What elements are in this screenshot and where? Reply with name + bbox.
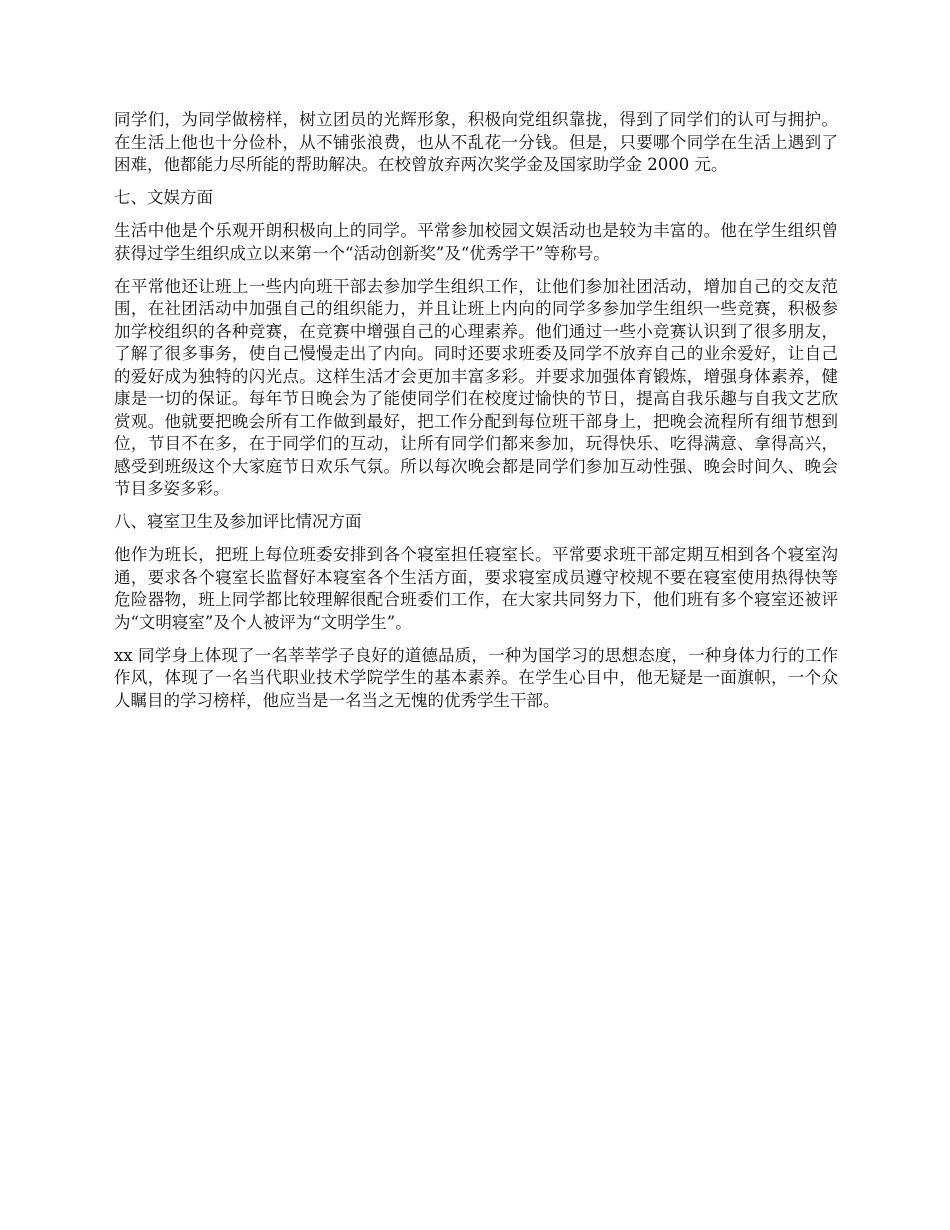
section-heading-dormitory: 八、寝室卫生及参加评比情况方面 <box>114 512 362 531</box>
section-heading-entertainment: 七、文娱方面 <box>114 188 213 207</box>
paragraph-conclusion: xx 同学身上体现了一名莘莘学子良好的道德品质，一种为国学习的思想态度，一种身体力行的工作作风，体现了一名当代职业技术学院学生的基本素养。在学生心目中，他无疑是一面旗帜，一个众人瞩目的学习榜样，他应当是一名当之无愧的优秀学生干部。 <box>114 645 838 710</box>
paragraph-entertainment-intro: 生活中他是个乐观开朗积极向上的同学。平常参加校园文娱活动也是较为丰富的。他在学生组织曾获得过学生组织成立以来第一个“活动创新奖”及“优秀学干”等称号。 <box>114 221 838 263</box>
paragraph-scholarship: 同学们，为同学做榜样，树立团员的光辉形象，积极向党组织靠拢，得到了同学们的认可与拥护。在生活上他也十分俭朴，从不铺张浪费，也从不乱花一分钱。但是，只要哪个同学在生活上遇到了困难，他都能力尽所能的帮助解决。在校曾放弃两次奖学金及国家助学金 2000 元。 <box>114 110 838 174</box>
paragraph-entertainment-detail: 在平常他还让班上一些内向班干部去参加学生组织工作，让他们参加社团活动，增加自己的交友范围，在社团活动中加强自己的组织能力，并且让班上内向的同学多参加学生组织一些竞赛，积极参加学校组织的各种竞赛，在竞赛中增强自己的心理素养。他们通过一些小竞赛认识到了很多朋友，了解了很多事务，使自己慢慢走出了内向。同时还要求班委及同学不放弃自己的业余爱好，让自己的爱好成为独特的闪光点。这样生活才会更加丰富多彩。并要求加强体育锻炼，增强身体素养，健康是一切的保证。每年节日晚会为了能使同学们在校度过愉快的节日，提高自我乐趣与自我文艺欣赏观。他就要把晚会所有工作做到最好，把工作分配到每位班干部身上，把晚会流程所有细节想到位，节目不在多，在于同学们的互动，让所有同学们都来参加，玩得快乐、吃得满意、拿得高兴，感受到班级这个大家庭节日欢乐气氛。所以每次晚会都是同学们参加互动性强、晚会时间久、晚会节目多姿多彩。 <box>114 276 838 498</box>
document-body <box>114 109 838 723</box>
paragraph-dormitory: 他作为班长，把班上每位班委安排到各个寝室担任寝室长。平常要求班干部定期互相到各个寝室沟通，要求各个寝室长监督好本寝室各个生活方面，要求寝室成员遵守校规不要在寝室使用热得快等危险器物，班上同学都比较理解很配合班委们工作，在大家共同努力下，他们班有多个寝室还被评为“文明寝室”及个人被评为“文明学生”。 <box>114 545 838 632</box>
